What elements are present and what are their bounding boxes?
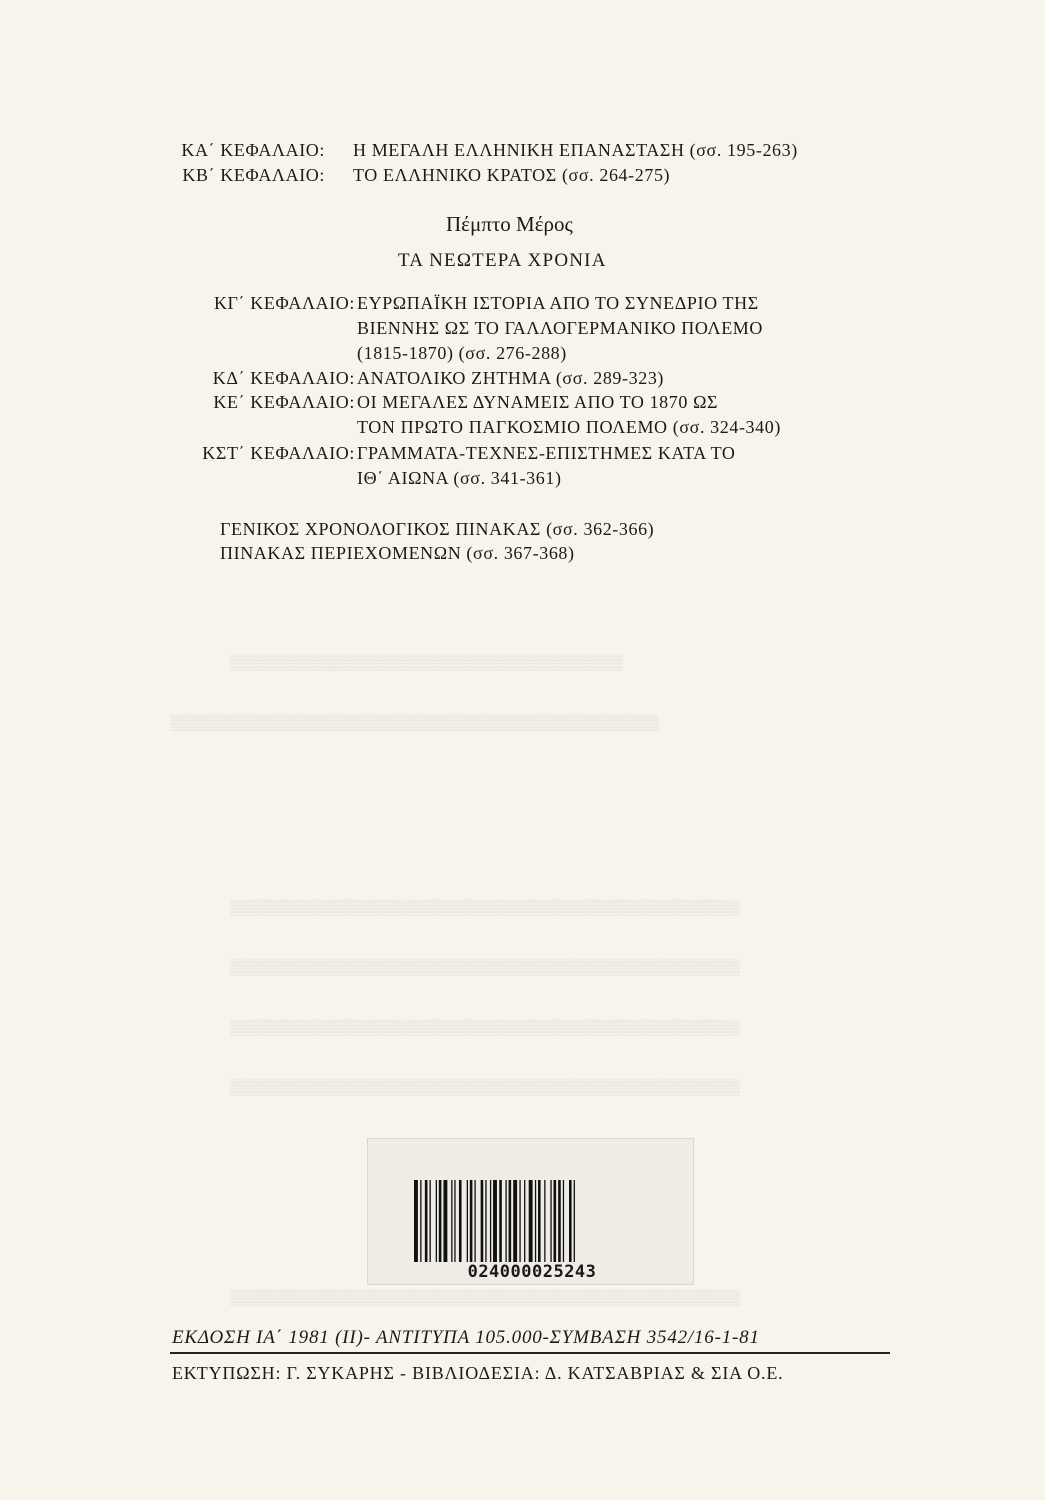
index-entry: ΠΙΝΑΚΑΣ ΠΕΡΙΕΧΟΜΕΝΩΝ (σσ. 367-368)	[220, 543, 575, 563]
barcode-bars	[414, 1180, 650, 1262]
bleed-through-text: ▒▒▒▒▒▒▒▒▒▒▒▒▒▒▒▒▒▒▒▒▒▒▒▒▒▒▒▒▒▒▒▒▒▒▒▒▒▒▒▒▒▒▒▒▒▒▒▒	[230, 960, 741, 976]
bleed-through-text: ▒▒▒▒▒▒▒▒▒▒▒▒▒▒▒▒▒▒▒▒▒▒▒▒▒▒▒▒▒▒▒▒▒▒▒▒▒▒▒▒▒▒▒▒▒▒▒▒	[230, 1080, 741, 1096]
barcode-bar	[470, 1180, 473, 1262]
printer-line: ΕΚΤΥΠΩΣΗ: Γ. ΣΥΚΑΡΗΣ - ΒΙΒΛΙΟΔΕΣΙΑ: Δ. ΚΑΤΣΑΒΡΙΑΣ & ΣΙΑ Ο.Ε.	[172, 1363, 784, 1383]
chapter-label: ΚΔ΄ ΚΕΦΑΛΑΙΟ:	[212, 368, 355, 388]
part-subtitle: ΤΑ ΝΕΩΤΕΡΑ ΧΡΟΝΙΑ	[398, 250, 607, 271]
barcode-bar	[490, 1180, 491, 1262]
barcode-bar	[459, 1180, 462, 1262]
barcode-bar	[467, 1180, 468, 1262]
chapter-title-line: (1815-1870) (σσ. 276-288)	[357, 343, 567, 363]
chapter-label: ΚΕ΄ ΚΕΦΑΛΑΙΟ:	[213, 392, 355, 412]
barcode-bar	[563, 1180, 564, 1262]
barcode-bar	[474, 1180, 475, 1262]
barcode-number: 024000025243	[467, 1262, 597, 1282]
chapter-label: ΚΑ΄ ΚΕΦΑΛΑΙΟ:	[181, 140, 325, 160]
bleed-through-text: ▒▒▒▒▒▒▒▒▒▒▒▒▒▒▒▒▒▒▒▒▒▒▒▒▒▒▒▒▒▒▒▒▒▒▒▒▒▒▒▒▒▒▒▒▒▒▒▒	[230, 1290, 741, 1306]
chapter-title: ΤΟ ΕΛΛΗΝΙΚΟ ΚΡΑΤΟΣ (σσ. 264-275)	[353, 165, 671, 185]
edition-line: ΕΚΔΟΣΗ ΙΑ΄ 1981 (ΙΙ)- ΑΝΤΙΤΥΠΑ 105.000-ΣΥΜΒΑΣΗ 3542/16-1-81	[172, 1327, 760, 1348]
barcode-bar	[481, 1180, 484, 1262]
chapter-title-line: ΓΡΑΜΜΑΤΑ-ΤΕΧΝΕΣ-ΕΠΙΣΤΗΜΕΣ ΚΑΤΑ ΤΟ	[357, 443, 736, 463]
chapter-title-line: ΕΥΡΩΠΑΪΚΗ ΙΣΤΟΡΙΑ ΑΠΟ ΤΟ ΣΥΝΕΔΡΙΟ ΤΗΣ	[357, 293, 759, 313]
barcode-bar	[436, 1180, 437, 1262]
barcode-bar	[569, 1180, 572, 1262]
barcode-bar	[443, 1180, 447, 1262]
bleed-through-text: ▒▒▒▒▒▒▒▒▒▒▒▒▒▒▒▒▒▒▒▒▒▒▒▒▒▒▒▒▒▒▒▒▒▒▒▒▒▒▒▒▒▒▒▒▒▒▒▒	[230, 900, 741, 916]
barcode-bar	[524, 1180, 525, 1262]
barcode-bar	[420, 1180, 421, 1262]
barcode-bar	[535, 1180, 536, 1262]
barcode-bar	[499, 1180, 502, 1262]
barcode-bar	[513, 1180, 517, 1262]
bleed-through-text: ▒▒▒▒▒▒▒▒▒▒▒▒▒▒▒▒▒▒▒▒▒▒▒▒▒▒▒▒▒▒▒▒▒▒▒▒▒	[230, 655, 624, 671]
barcode-bar	[454, 1180, 455, 1262]
barcode-bar	[550, 1180, 551, 1262]
barcode-bar	[554, 1180, 557, 1262]
barcode-bar	[425, 1180, 428, 1262]
barcode-bar	[529, 1180, 533, 1262]
chapter-title-line: ΟΙ ΜΕΓΑΛΕΣ ΔΥΝΑΜΕΙΣ ΑΠΟ ΤΟ 1870 ΩΣ	[357, 392, 719, 412]
chapter-title-line: ΙΘ΄ ΑΙΩΝΑ (σσ. 341-361)	[357, 468, 562, 488]
bleed-through-text: ▒▒▒▒▒▒▒▒▒▒▒▒▒▒▒▒▒▒▒▒▒▒▒▒▒▒▒▒▒▒▒▒▒▒▒▒▒▒▒▒▒▒▒▒▒▒▒▒	[230, 1020, 741, 1036]
barcode-bar	[451, 1180, 452, 1262]
divider	[170, 1352, 890, 1354]
barcode-bar	[538, 1180, 541, 1262]
barcode-bar	[558, 1180, 561, 1262]
chapter-title-line: ΒΙΕΝΝΗΣ ΩΣ ΤΟ ΓΑΛΛΟΓΕΡΜΑΝΙΚΟ ΠΟΛΕΜΟ	[357, 318, 764, 338]
barcode-bar	[519, 1180, 520, 1262]
barcode-bar	[509, 1180, 512, 1262]
barcode-bar	[485, 1180, 486, 1262]
barcode-bar	[574, 1180, 575, 1262]
chapter-title-line: ΤΟΝ ΠΡΩΤΟ ΠΑΓΚΟΣΜΙΟ ΠΟΛΕΜΟ (σσ. 324-340)	[357, 417, 781, 437]
barcode-bar	[414, 1180, 418, 1262]
part-title: Πέμπτο Μέρος	[446, 212, 573, 236]
barcode-bar	[544, 1180, 545, 1262]
chapter-title-line: ΑΝΑΤΟΛΙΚΟ ΖΗΤΗΜΑ (σσ. 289-323)	[357, 368, 665, 388]
barcode	[414, 1180, 650, 1290]
index-entry: ΓΕΝΙΚΟΣ ΧΡΟΝΟΛΟΓΙΚΟΣ ΠΙΝΑΚΑΣ (σσ. 362-366)	[220, 519, 655, 539]
bleed-through-text: ▒▒▒▒▒▒▒▒▒▒▒▒▒▒▒▒▒▒▒▒▒▒▒▒▒▒▒▒▒▒▒▒▒▒▒▒▒▒▒▒▒▒▒▒▒▒	[170, 715, 659, 731]
chapter-label: ΚΓ΄ ΚΕΦΑΛΑΙΟ:	[213, 293, 355, 313]
barcode-bar	[505, 1180, 506, 1262]
chapter-label: ΚΒ΄ ΚΕΦΑΛΑΙΟ:	[182, 165, 325, 185]
chapter-label: ΚΣΤ΄ ΚΕΦΑΛΑΙΟ:	[202, 443, 355, 463]
chapter-title: Η ΜΕΓΑΛΗ ΕΛΛΗΝΙΚΗ ΕΠΑΝΑΣΤΑΣΗ (σσ. 195-263)	[353, 140, 798, 160]
barcode-bar	[493, 1180, 497, 1262]
barcode-bar	[439, 1180, 442, 1262]
barcode-bar	[430, 1180, 431, 1262]
